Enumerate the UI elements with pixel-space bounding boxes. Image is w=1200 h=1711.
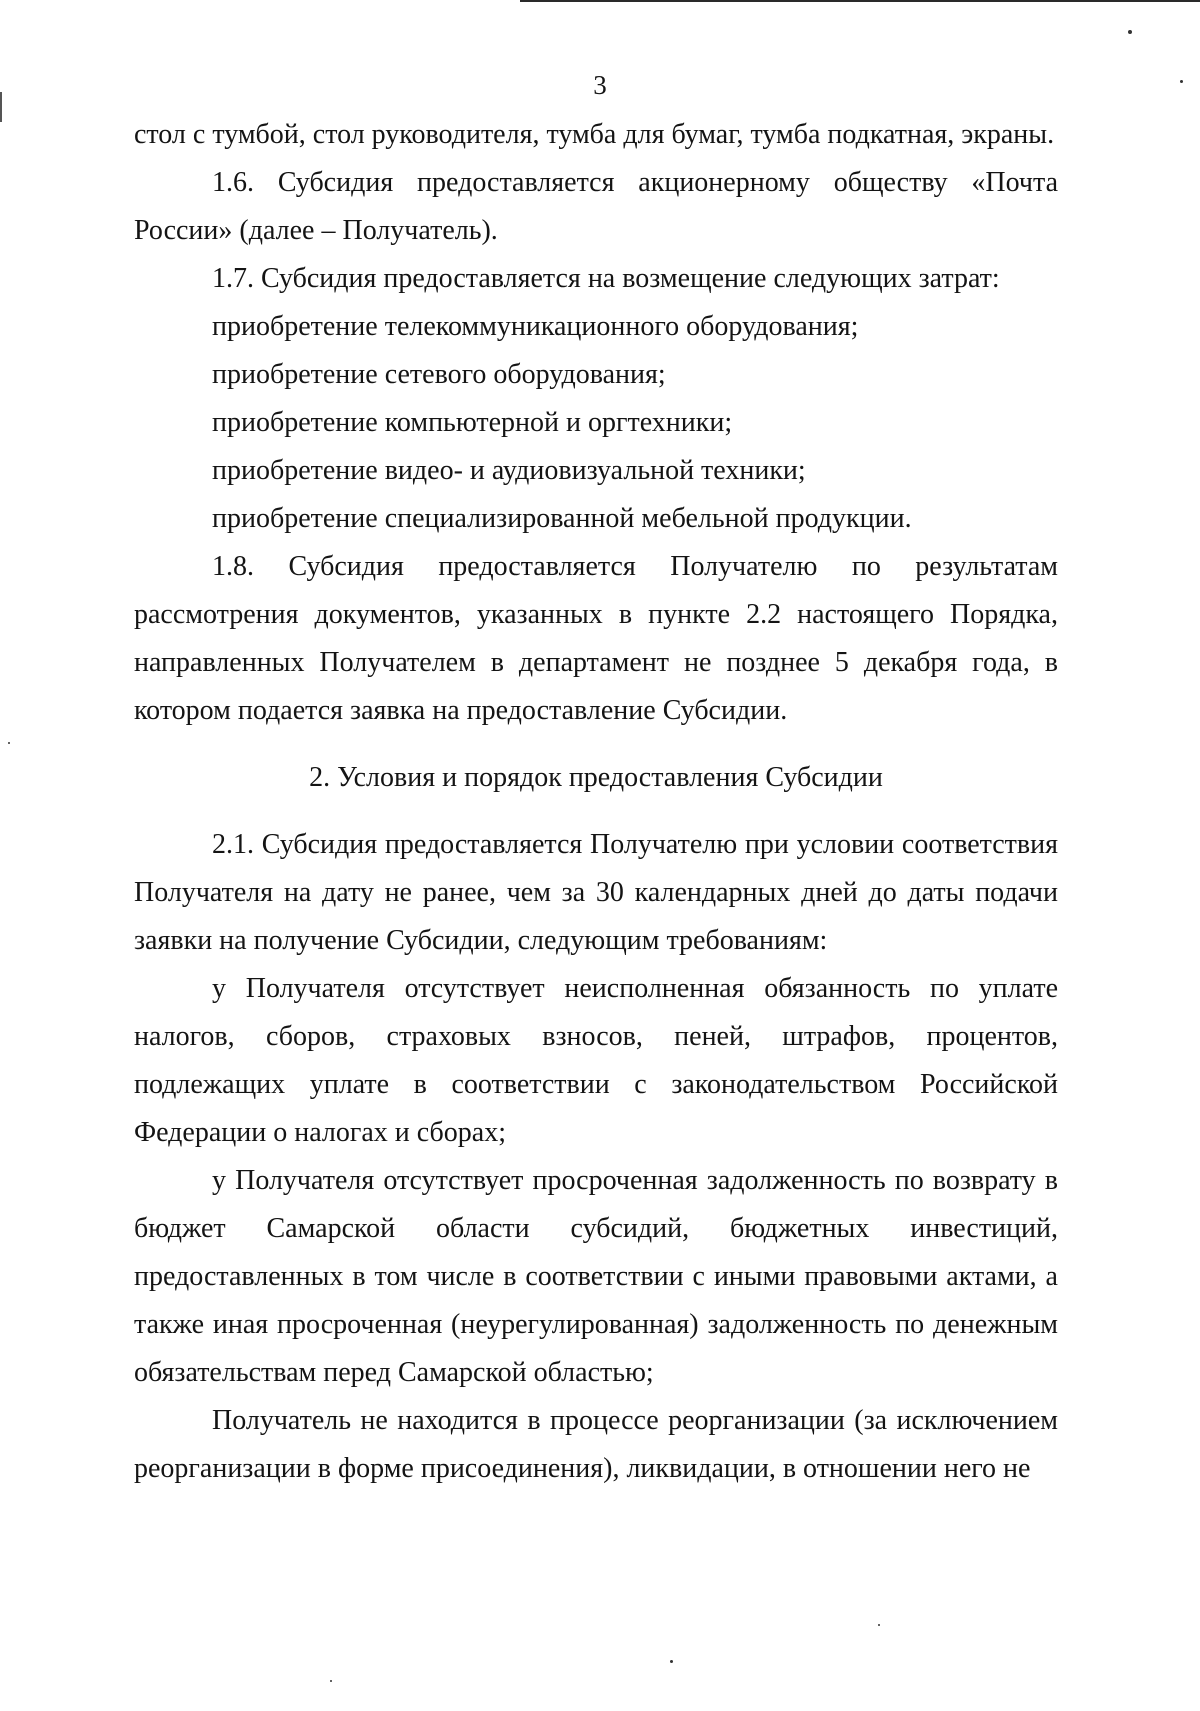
scan-speck <box>330 1680 332 1682</box>
page-number: 3 <box>593 70 607 100</box>
list-item: приобретение сетевого оборудования; <box>212 359 666 390</box>
paragraph-1-6: 1.6. Субсидия предоставляется акционерному обществу «Почта России» (далее – Получатель). <box>134 167 1058 246</box>
paragraph-1-7: 1.7. Субсидия предоставляется на возмещение следующих затрат: <box>212 263 1000 294</box>
scan-speck <box>878 1624 880 1626</box>
scan-speck <box>670 1660 673 1663</box>
requirement-paragraph: Получатель не находится в процессе реорганизации (за исключением реорганизации в форме присоединения), ликвидации, в отношении него не <box>134 1405 1058 1484</box>
scan-top-edge <box>520 0 1200 2</box>
paragraph-2-1: 2.1. Субсидия предоставляется Получателю при условии соответствия Получателя на дату не ранее, чем за 30 календарных дней до даты подачи заявки на получение Субсидии, следующим требованиям: <box>134 829 1058 956</box>
requirement-paragraph: у Получателя отсутствует неисполненная обязанность по уплате налогов, сборов, страховых взносов, пеней, штрафов, процентов, подлежащих уплате в соответствии с законодательством Российской Федерации о налогах и сборах; <box>134 973 1058 1148</box>
section-heading: 2. Условия и порядок предоставления Субсидии <box>309 762 883 793</box>
scan-speck <box>8 742 10 744</box>
paragraph-1-8: 1.8. Субсидия предоставляется Получателю по результатам рассмотрения документов, указанных в пункте 2.2 настоящего Порядка, направленных Получателем в департамент не позднее 5 декабря года, в котором подается заявка на предоставление Субсидии. <box>134 551 1058 726</box>
document-body <box>134 111 1058 1493</box>
list-item: приобретение видео- и аудиовизуальной техники; <box>212 455 806 486</box>
list-item: приобретение телекоммуникационного оборудования; <box>212 311 859 342</box>
paragraph-continuation: стол с тумбой, стол руководителя, тумба для бумаг, тумба подкатная, экраны. <box>134 119 1055 150</box>
list-item: приобретение специализированной мебельной продукции. <box>212 503 912 534</box>
scan-speck <box>1128 30 1132 34</box>
list-item: приобретение компьютерной и оргтехники; <box>212 407 733 438</box>
requirement-paragraph: у Получателя отсутствует просроченная задолженность по возврату в бюджет Самарской области субсидий, бюджетных инвестиций, предоставленных в том числе в соответствии с иными правовыми актами, а также иная просроченная (неурегулированная) задолженность по денежным обязательствам перед Самарской областью; <box>134 1165 1058 1388</box>
